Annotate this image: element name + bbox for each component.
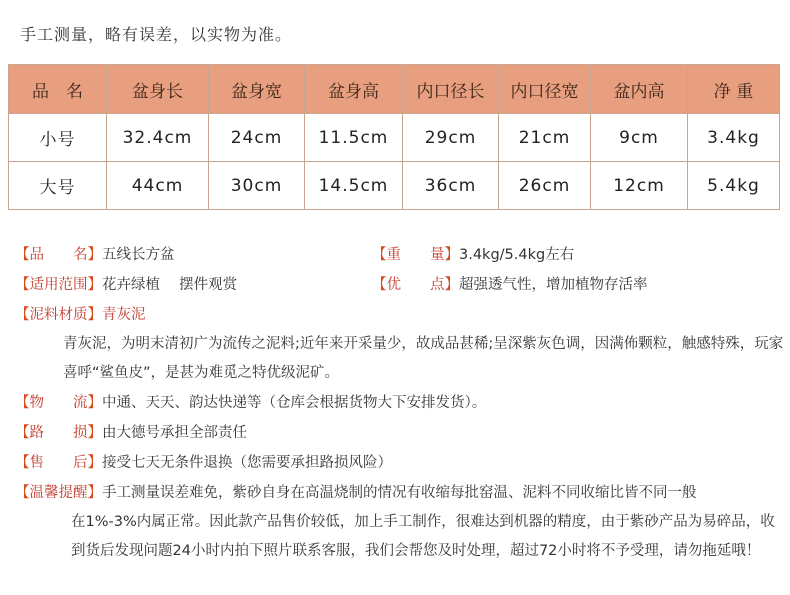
usage-label: 适用范围: [29, 277, 88, 293]
after-sales-value: 接受七天无条件退换（您需要承担路损风险）: [102, 455, 392, 471]
damage-label: 路 损: [29, 425, 88, 441]
table-cell: 14.5cm: [305, 162, 403, 210]
tips-line1: 手工测量误差难免，紫砂自身在高温烧制的情况有收缩每批窑温、泥料不同收缩比皆不同一般: [102, 485, 697, 501]
info-row-name: 【品 名】五线长方盆 【重 量】3.4kg/5.4kg左右: [15, 240, 785, 270]
info-row-logistics: 【物 流】中通、天天、韵达快递等（仓库会根据货物大下安排发货）。: [15, 395, 487, 411]
header-weight: 净 重: [688, 65, 780, 114]
table-cell: 3.4kg: [688, 114, 780, 162]
table-row: [9, 162, 780, 210]
product-info: [15, 240, 785, 566]
tips-rest: 在1%-3%内属正常。因此款产品售价较低，加上手工制作，很难达到机器的精度，由于紫砂产品为易碎品，收到货后发现问题24小时内拍下照片联系客服，我们会帮您及时处理，超过72小时将不予受理，请勿拖延哦！: [71, 514, 775, 559]
info-weight: 【重 量】3.4kg/5.4kg左右: [372, 247, 575, 263]
table-cell: 5.4kg: [688, 162, 780, 210]
info-row-usage: 【适用范围】花卉绿植 摆件观赏 【优 点】超强透气性，增加植物存活率: [15, 270, 785, 300]
clay-value: 青灰泥: [102, 307, 146, 323]
info-row-damage: 【路 损】由大德号承担全部责任: [15, 425, 247, 441]
table-cell: 26cm: [499, 162, 591, 210]
table-cell: 大号: [9, 162, 107, 210]
table-cell: 30cm: [209, 162, 305, 210]
clay-label: 泥料材质: [29, 307, 88, 323]
info-row-clay: 【泥料材质】青灰泥: [15, 307, 146, 323]
table-cell: 29cm: [403, 114, 499, 162]
header-length: 盆身长: [107, 65, 209, 114]
info-merit: 【优 点】超强透气性，增加植物存活率: [372, 277, 648, 293]
table-header-row: [9, 65, 780, 114]
info-row-after-sales: 【售 后】接受七天无条件退换（您需要承担路损风险）: [15, 455, 392, 471]
logistics-value: 中通、天天、韵达快递等（仓库会根据货物大下安排发货）。: [102, 395, 487, 411]
merit-label: 优 点: [386, 277, 445, 293]
table-cell: 21cm: [499, 114, 591, 162]
usage-value: 花卉绿植 摆件观赏: [102, 277, 238, 293]
table-cell: 36cm: [403, 162, 499, 210]
clay-description: 青灰泥，为明末清初广为流传之泥料;近年来开采量少，故成品甚稀;呈深紫灰色调，因满佈颗粒，触感特殊，玩家喜呼“鲨鱼皮”，是甚为难觅之特优级泥矿。: [63, 336, 784, 381]
header-width: 盆身宽: [209, 65, 305, 114]
measurement-note: 手工测量，略有误差，以实物为准。: [20, 25, 293, 44]
header-inner-width: 内口径宽: [499, 65, 591, 114]
merit-value: 超强透气性，增加植物存活率: [459, 277, 648, 293]
table-cell: 24cm: [209, 114, 305, 162]
table-cell: 小号: [9, 114, 107, 162]
table-cell: 11.5cm: [305, 114, 403, 162]
table-row: [9, 114, 780, 162]
weight-label: 重 量: [386, 247, 445, 263]
tips-label: 温馨提醒: [29, 485, 88, 501]
name-value: 五线长方盆: [102, 247, 175, 263]
header-inner-height: 盆内高: [591, 65, 688, 114]
header-height: 盆身高: [305, 65, 403, 114]
info-row-tips: 【温馨提醒】手工测量误差难免，紫砂自身在高温烧制的情况有收缩每批窑温、泥料不同收缩比皆不同一般: [15, 485, 697, 501]
logistics-label: 物 流: [29, 395, 88, 411]
table-cell: 44cm: [107, 162, 209, 210]
table-cell: 12cm: [591, 162, 688, 210]
after-sales-label: 售 后: [29, 455, 88, 471]
header-inner-length: 内口径长: [403, 65, 499, 114]
spec-table: [8, 64, 780, 210]
header-name: 品 名: [9, 65, 107, 114]
damage-value: 由大德号承担全部责任: [102, 425, 247, 441]
table-cell: 9cm: [591, 114, 688, 162]
weight-value: 3.4kg/5.4kg左右: [459, 247, 575, 263]
name-label: 品 名: [29, 247, 88, 263]
table-cell: 32.4cm: [107, 114, 209, 162]
